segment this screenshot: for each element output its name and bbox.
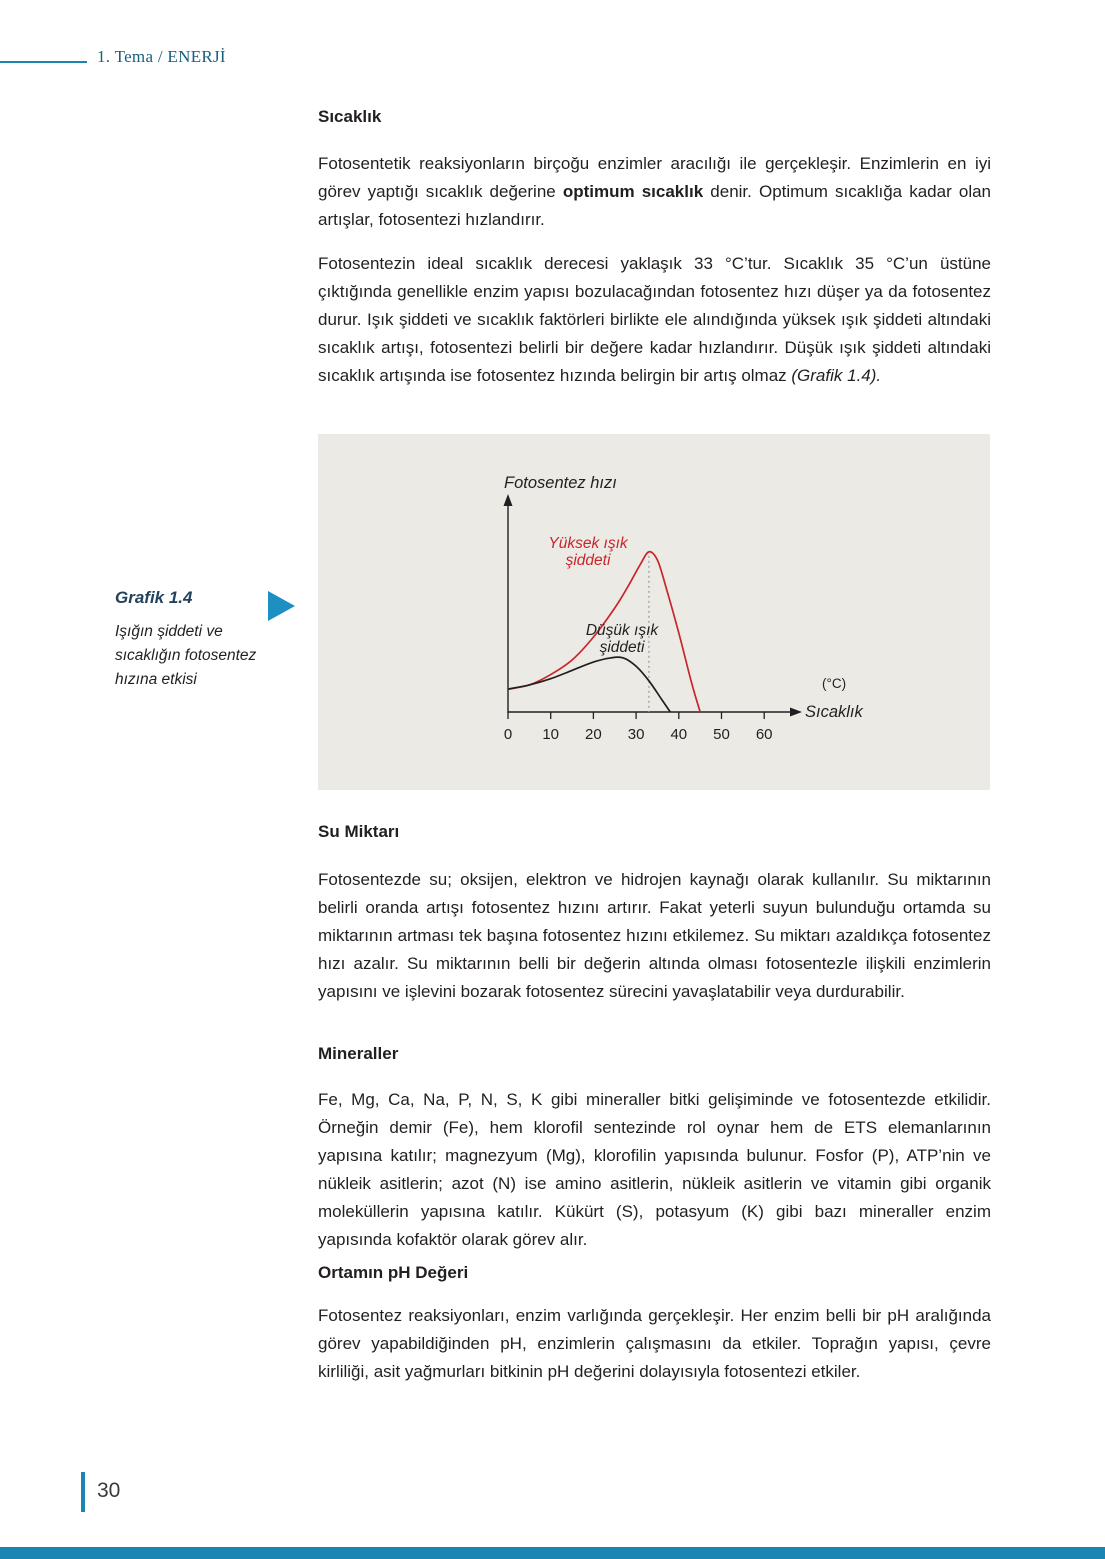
section-heading-sicaklik: Sıcaklık [318, 107, 382, 126]
curve-Düşük ışık şiddeti [508, 657, 670, 712]
page-number: 30 [97, 1479, 121, 1502]
text-run: Fotosentezin ideal sıcaklık derecesi yaklaşık 33 °C’tur. Sıcaklık 35 °C’un üstüne çıktığında genellikle enzim yapısı bozulacağından fotosentez hızı düşer ya da fotosentez durur. Işık şiddeti ve sıcaklık faktörleri birlikte ele alındığında yüksek ışık şiddeti altındaki sıcaklık artışı, fotosentezi belirli bir değere kadar hızlandırır. Düşük ışık şiddeti altındaki sıcaklık artışında ise fotosentez hızında belirgin bir artış olmaz [318, 254, 991, 385]
svg-text:60: 60 [755, 726, 773, 743]
paragraph-sicaklik-1 [318, 150, 991, 234]
figure-label-block [115, 588, 283, 692]
text-run: denir. Optimum sıcaklığa kadar olan artışlar, fotosentezi hızlandırır. [318, 182, 992, 229]
section-heading-su-miktari: Su Miktarı [318, 822, 400, 841]
svg-text:30: 30 [627, 726, 645, 743]
section-heading-ph: Ortamın pH Değeri [318, 1263, 469, 1282]
line-chart [318, 434, 990, 790]
bottom-accent-bar [0, 1547, 1105, 1559]
svg-text:50: 50 [713, 726, 730, 743]
x-axis-label: Sıcaklık [805, 703, 863, 721]
figure-pointer-icon [268, 591, 295, 621]
section-heading-mineraller: Mineraller [318, 1044, 399, 1063]
header-rule [0, 61, 87, 63]
series-label-low-light: Düşük ışık şiddeti [585, 622, 659, 656]
svg-text:10: 10 [542, 726, 560, 743]
figure-reference: (Grafik 1.4). [791, 366, 882, 385]
paragraph-su-miktari: Fotosentezde su; oksijen, elektron ve hidrojen kaynağı olarak kullanılır. Su miktarının belirli oranda artışı fotosentez hızını artırır. Fakat yeterli suyun bulunduğu ortamda su miktarının artması tek başına fotosentez hızını etkilemez. Su miktarı azaldıkça fotosentez hızı azalır. Su miktarının belli bir değerin altında olması fotosentezle ilişkili enzimlerin yapısını ve işlevini bozarak fotosentez sürecini yavaşlatabilir veya durdurabilir. [318, 870, 991, 1001]
page-number-rule [81, 1472, 85, 1512]
figure-caption: Işığın şiddeti ve sıcaklığın fotosentez hızına etkisi [115, 623, 257, 688]
series-label-high-light: Yüksek ışık şiddeti [548, 535, 628, 569]
y-axis-label: Fotosentez hızı [504, 474, 617, 492]
figure-label: Grafik 1.4 [115, 588, 193, 607]
bold-term-optimum-sicaklik: optimum sıcaklık [562, 182, 704, 201]
paragraph-ph: Fotosentez reaksiyonları, enzim varlığında gerçekleşir. Her enzim belli bir pH aralığında görev yapabildiğinden pH, enzimlerin çalışmasını da etkiler. Toprağın yapısı, çevre kirliliği, asit yağmurları bitkinin pH değerini dolayısıyla fotosentezi etkiler. [318, 1306, 991, 1381]
svg-text:20: 20 [585, 726, 602, 743]
paragraph-mineraller: Fe, Mg, Ca, Na, P, N, S, K gibi mineraller bitki gelişiminde ve fotosentezde etkilidir. Örneğin demir (Fe), hem klorofil sentezinde rol oynar hem de ETS elemanlarının yapısına katılır; magnezyum (Mg), klorofilin yapısında bulunur. Fosfor (P), ATP’nin ve nükleik asitlerin; azot (N) ise amino asitlerin, nükleik asitlerin ve vitamin gibi organik moleküllerin yapısına katılır. Kükürt (S), potasyum (K) gibi bazı mineraller enzim yapısında kofaktör olarak görev alır. [318, 1090, 991, 1249]
text-run: Fotosentetik reaksiyonların birçoğu enzimler aracılığı ile gerçekleşir. Enzimlerin en iyi görev yaptığı sıcaklık değerine [318, 154, 991, 201]
x-axis-unit: (°C) [822, 676, 847, 691]
breadcrumb: 1. Tema / ENERJİ [97, 47, 226, 66]
svg-text:0: 0 [503, 726, 513, 743]
svg-text:40: 40 [670, 726, 688, 743]
paragraph-sicaklik-2 [318, 250, 991, 390]
chart-figure [318, 434, 990, 790]
